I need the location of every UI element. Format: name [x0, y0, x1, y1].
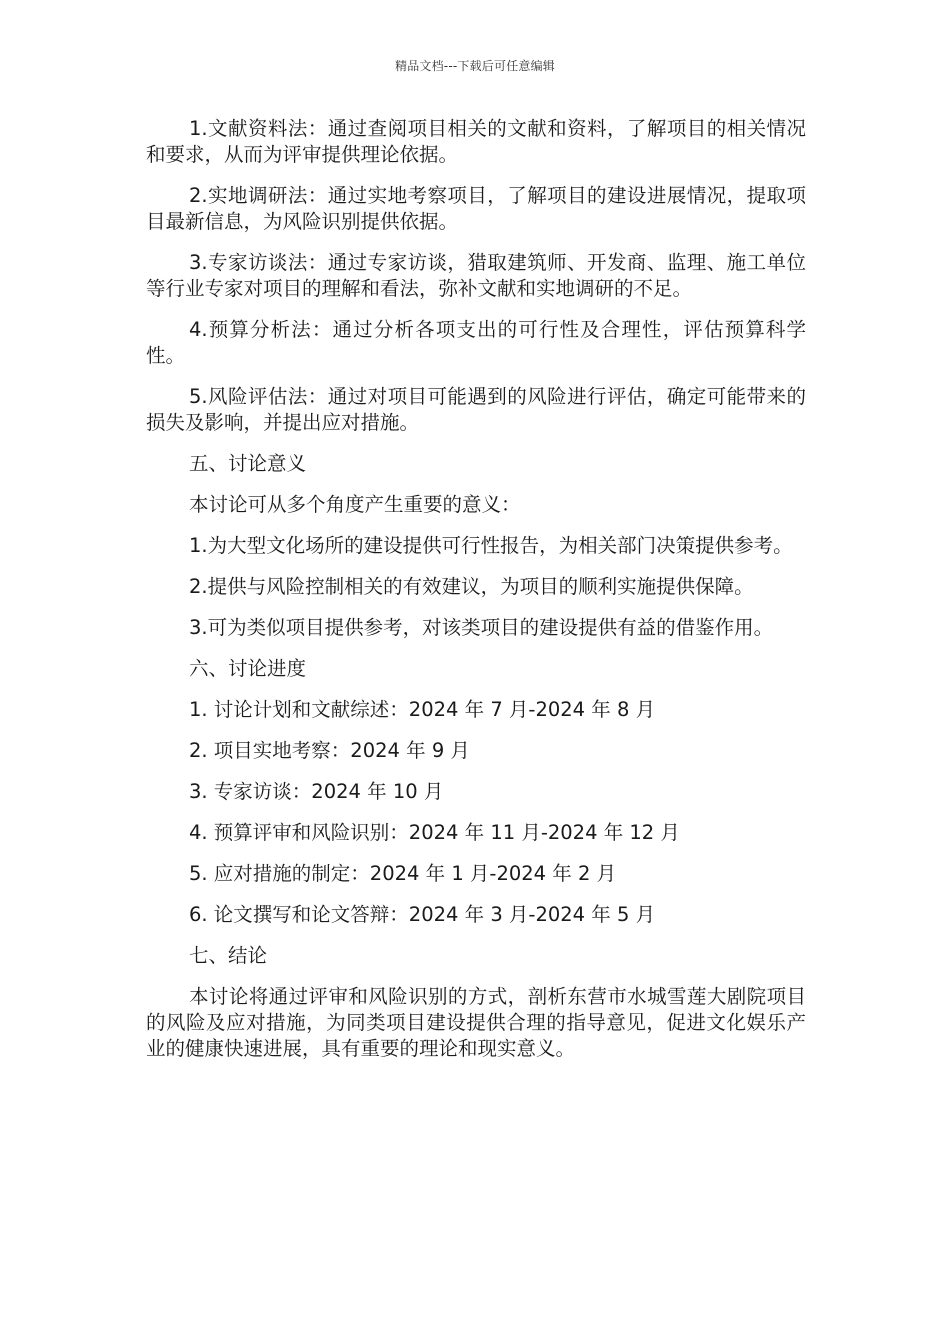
- conclusion-paragraph: 本讨论将通过评审和风险识别的方式，剖析东营市水城雪莲大剧院项目的风险及应对措施，为同类项目建设提供合理的指导意见，促进文化娱乐产业的健康快速进展，具有重要的理论和现实意义。: [146, 985, 806, 1060]
- page-header: 精品文档---下载后可任意编辑: [395, 59, 555, 73]
- schedule-item-4: 4. 预算评审和风险识别：2024 年 11 月-2024 年 12 月: [189, 821, 680, 844]
- significance-item-1: 1.为大型文化场所的建设提供可行性报告，为相关部门决策提供参考。: [189, 534, 793, 557]
- section-heading-significance: 五、讨论意义: [189, 452, 307, 475]
- section-heading-conclusion: 七、结论: [189, 944, 268, 967]
- significance-item-3: 3.可为类似项目提供参考，对该类项目的建设提供有益的借鉴作用。: [189, 616, 774, 639]
- schedule-item-5: 5. 应对措施的制定：2024 年 1 月-2024 年 2 月: [189, 862, 617, 885]
- method-fieldwork-paragraph: 2.实地调研法：通过实地考察项目，了解项目的建设进展情况，提取项目最新信息，为风险识别提供依据。: [146, 184, 806, 233]
- section-heading-schedule: 六、讨论进度: [189, 657, 307, 680]
- document-body: [146, 116, 806, 1077]
- schedule-item-2: 2. 项目实地考察：2024 年 9 月: [189, 739, 470, 762]
- significance-item-2: 2.提供与风险控制相关的有效建议，为项目的顺利实施提供保障。: [189, 575, 754, 598]
- schedule-item-1: 1. 讨论计划和文献综述：2024 年 7 月-2024 年 8 月: [189, 698, 656, 721]
- significance-intro: 本讨论可从多个角度产生重要的意义：: [189, 493, 521, 516]
- schedule-item-6: 6. 论文撰写和论文答辩：2024 年 3 月-2024 年 5 月: [189, 903, 656, 926]
- method-interview-paragraph: 3.专家访谈法：通过专家访谈，猎取建筑师、开发商、监理、施工单位等行业专家对项目的理解和看法，弥补文献和实地调研的不足。: [146, 251, 806, 300]
- method-literature-paragraph: 1.文献资料法：通过查阅项目相关的文献和资料，了解项目的相关情况和要求，从而为评审提供理论依据。: [146, 117, 806, 166]
- schedule-item-3: 3. 专家访谈：2024 年 10 月: [189, 780, 444, 803]
- method-budget-paragraph: 4.预算分析法：通过分析各项支出的可行性及合理性，评估预算科学性。: [146, 318, 806, 367]
- method-risk-paragraph: 5.风险评估法：通过对项目可能遇到的风险进行评估，确定可能带来的损失及影响，并提出应对措施。: [146, 385, 806, 434]
